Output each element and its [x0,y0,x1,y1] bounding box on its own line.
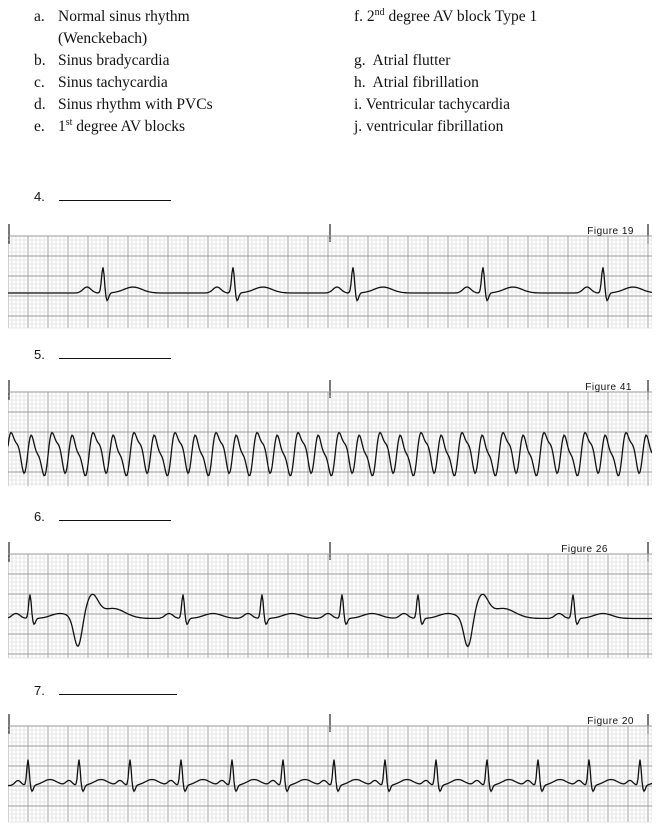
ecg-trace-figure-19 [8,222,652,330]
ecg-strip-figure-26 [8,540,652,660]
option-a: a. Normal sinus rhythm [34,8,190,25]
ecg-strip-figure-19 [8,222,652,330]
ecg-grid [8,554,652,658]
option-h: h. Atrial fibrillation [354,74,479,91]
answer-blank-5[interactable] [59,346,171,359]
option-c: c. Sinus tachycardia [34,74,168,91]
question-6: 6. [34,508,171,524]
figure-26-label: Figure 26 [561,544,608,555]
option-j: j. ventricular fibrillation [354,118,504,135]
question-5: 5. [34,346,171,362]
option-b: b. Sinus bradycardia [34,52,170,69]
ecg-waveform [8,760,652,792]
answer-blank-4[interactable] [59,188,171,201]
figure-20-label: Figure 20 [587,716,634,727]
ecg-grid [8,726,652,822]
ecg-strip-figure-20 [8,712,652,824]
ecg-strip-figure-41 [8,378,652,488]
ecg-waveform [8,433,652,476]
option-d: d. Sinus rhythm with PVCs [34,96,213,113]
option-f: f. 2nd degree AV block Type 1 [354,6,538,25]
answer-blank-6[interactable] [59,508,171,521]
question-7: 7. [34,682,177,698]
ecg-trace-figure-26 [8,540,652,660]
answer-blank-7[interactable] [59,682,177,695]
option-g: g. Atrial flutter [354,52,451,69]
ecg-trace-figure-20 [8,712,652,824]
figure-41-label: Figure 41 [585,382,632,393]
option-e: e. 1st degree AV blocks [34,116,186,135]
question-4: 4. [34,188,171,204]
ecg-trace-figure-41 [8,378,652,488]
option-a-continuation: (Wenckebach) [58,30,148,47]
option-i: i. Ventricular tachycardia [354,96,510,113]
figure-19-label: Figure 19 [587,226,634,237]
